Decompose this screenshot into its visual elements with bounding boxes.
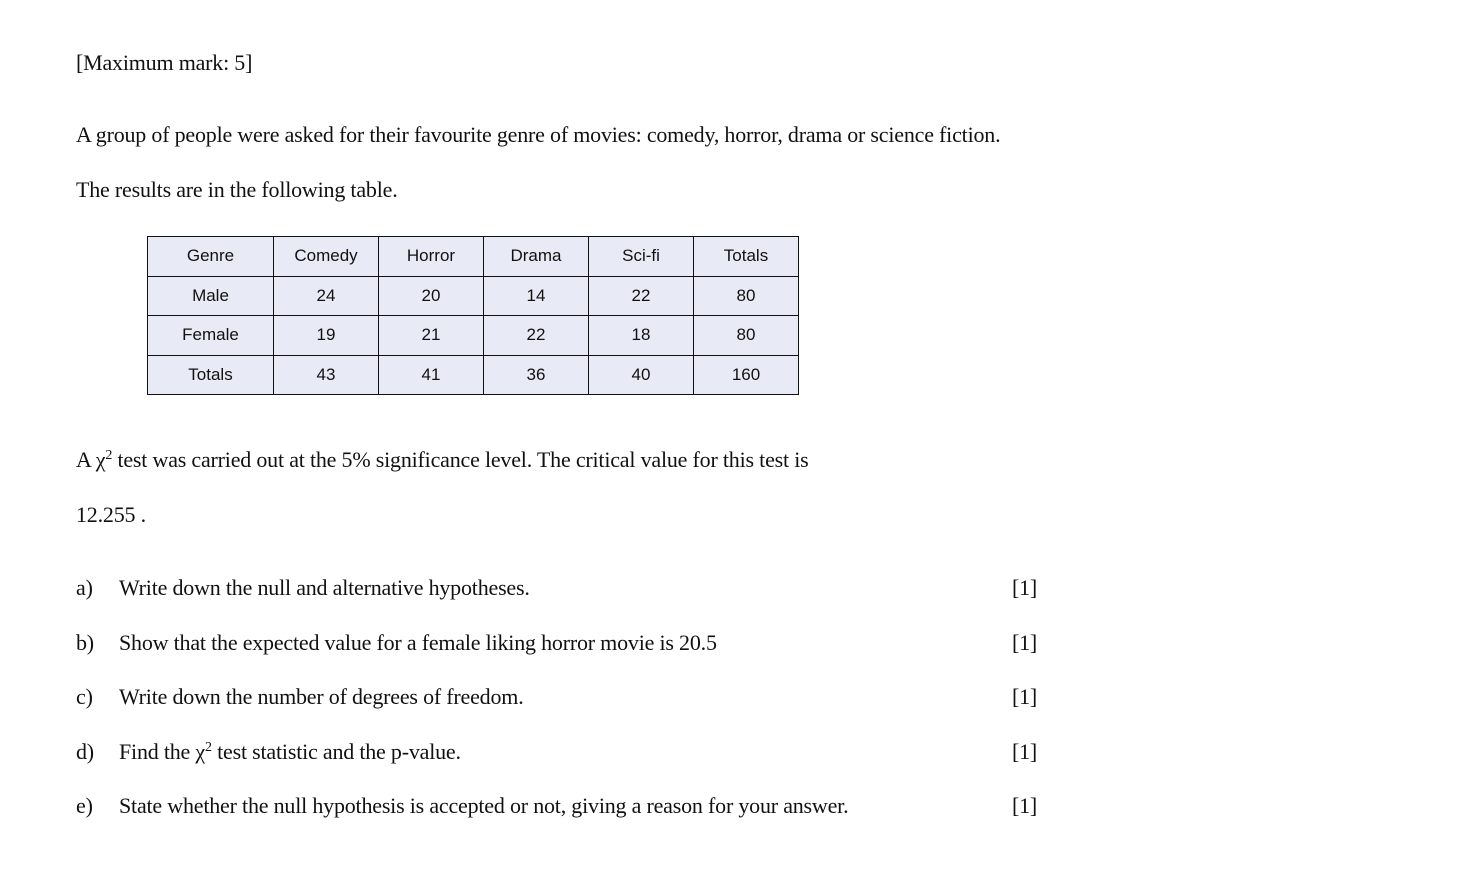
table-cell: 20 — [379, 276, 484, 316]
test-prefix: A χ — [76, 447, 106, 472]
intro-text: A group of people were asked for their favourite genre of movies: comedy, horror, drama or science fiction. — [76, 122, 1001, 147]
table-cell: Totals — [148, 355, 274, 395]
question-label: c) — [76, 684, 93, 709]
genre-table — [147, 236, 799, 395]
question-label: a) — [76, 575, 93, 600]
critical-value: 12.255 . — [76, 502, 146, 527]
question-label: b) — [76, 630, 94, 655]
table-header-cell: Genre — [148, 237, 274, 277]
table-cell: 24 — [274, 276, 379, 316]
question-text: Show that the expected value for a female liking horror movie is 20.5 — [119, 630, 717, 655]
table-row — [148, 355, 799, 395]
table-cell: 80 — [694, 316, 799, 356]
table-header-cell: Comedy — [274, 237, 379, 277]
table-header-cell: Sci-fi — [589, 237, 694, 277]
question-text: Write down the number of degrees of freedom. — [119, 684, 524, 709]
table-cell: 41 — [379, 355, 484, 395]
table-cell: 14 — [484, 276, 589, 316]
table-cell: 36 — [484, 355, 589, 395]
test-description — [76, 447, 809, 473]
table-cell: 21 — [379, 316, 484, 356]
max-mark: [Maximum mark: 5] — [76, 50, 253, 75]
table-cell: Female — [148, 316, 274, 356]
question-label: d) — [76, 739, 94, 764]
table-row — [148, 316, 799, 356]
question-label: e) — [76, 793, 93, 818]
table-cell: 40 — [589, 355, 694, 395]
table-intro: The results are in the following table. — [76, 177, 398, 202]
question-text: State whether the null hypothesis is accepted or not, giving a reason for your answer. — [119, 793, 849, 818]
superscript: 2 — [105, 448, 113, 463]
table-header-row — [148, 237, 799, 277]
table-header-cell: Horror — [379, 237, 484, 277]
table-cell: 18 — [589, 316, 694, 356]
question-mark: [1] — [1012, 575, 1038, 600]
table-cell: Male — [148, 276, 274, 316]
table-cell: 22 — [484, 316, 589, 356]
table-header-cell: Drama — [484, 237, 589, 277]
table-cell: 19 — [274, 316, 379, 356]
table-cell: 43 — [274, 355, 379, 395]
table-cell: 22 — [589, 276, 694, 316]
question-text-prefix: Find the χ — [119, 739, 205, 764]
question-text: Write down the null and alternative hypotheses. — [119, 575, 530, 600]
table-header-cell: Totals — [694, 237, 799, 277]
table-cell: 160 — [694, 355, 799, 395]
question-mark: [1] — [1012, 739, 1038, 764]
superscript: 2 — [205, 740, 212, 755]
question-mark: [1] — [1012, 793, 1038, 818]
question-text-suffix: test statistic and the p-value. — [211, 739, 461, 764]
question-mark: [1] — [1012, 630, 1038, 655]
question-text — [119, 739, 461, 765]
test-suffix: test was carried out at the 5% significance level. The critical value for this test is — [112, 447, 809, 472]
table-row — [148, 276, 799, 316]
question-mark: [1] — [1012, 684, 1038, 709]
table-cell: 80 — [694, 276, 799, 316]
